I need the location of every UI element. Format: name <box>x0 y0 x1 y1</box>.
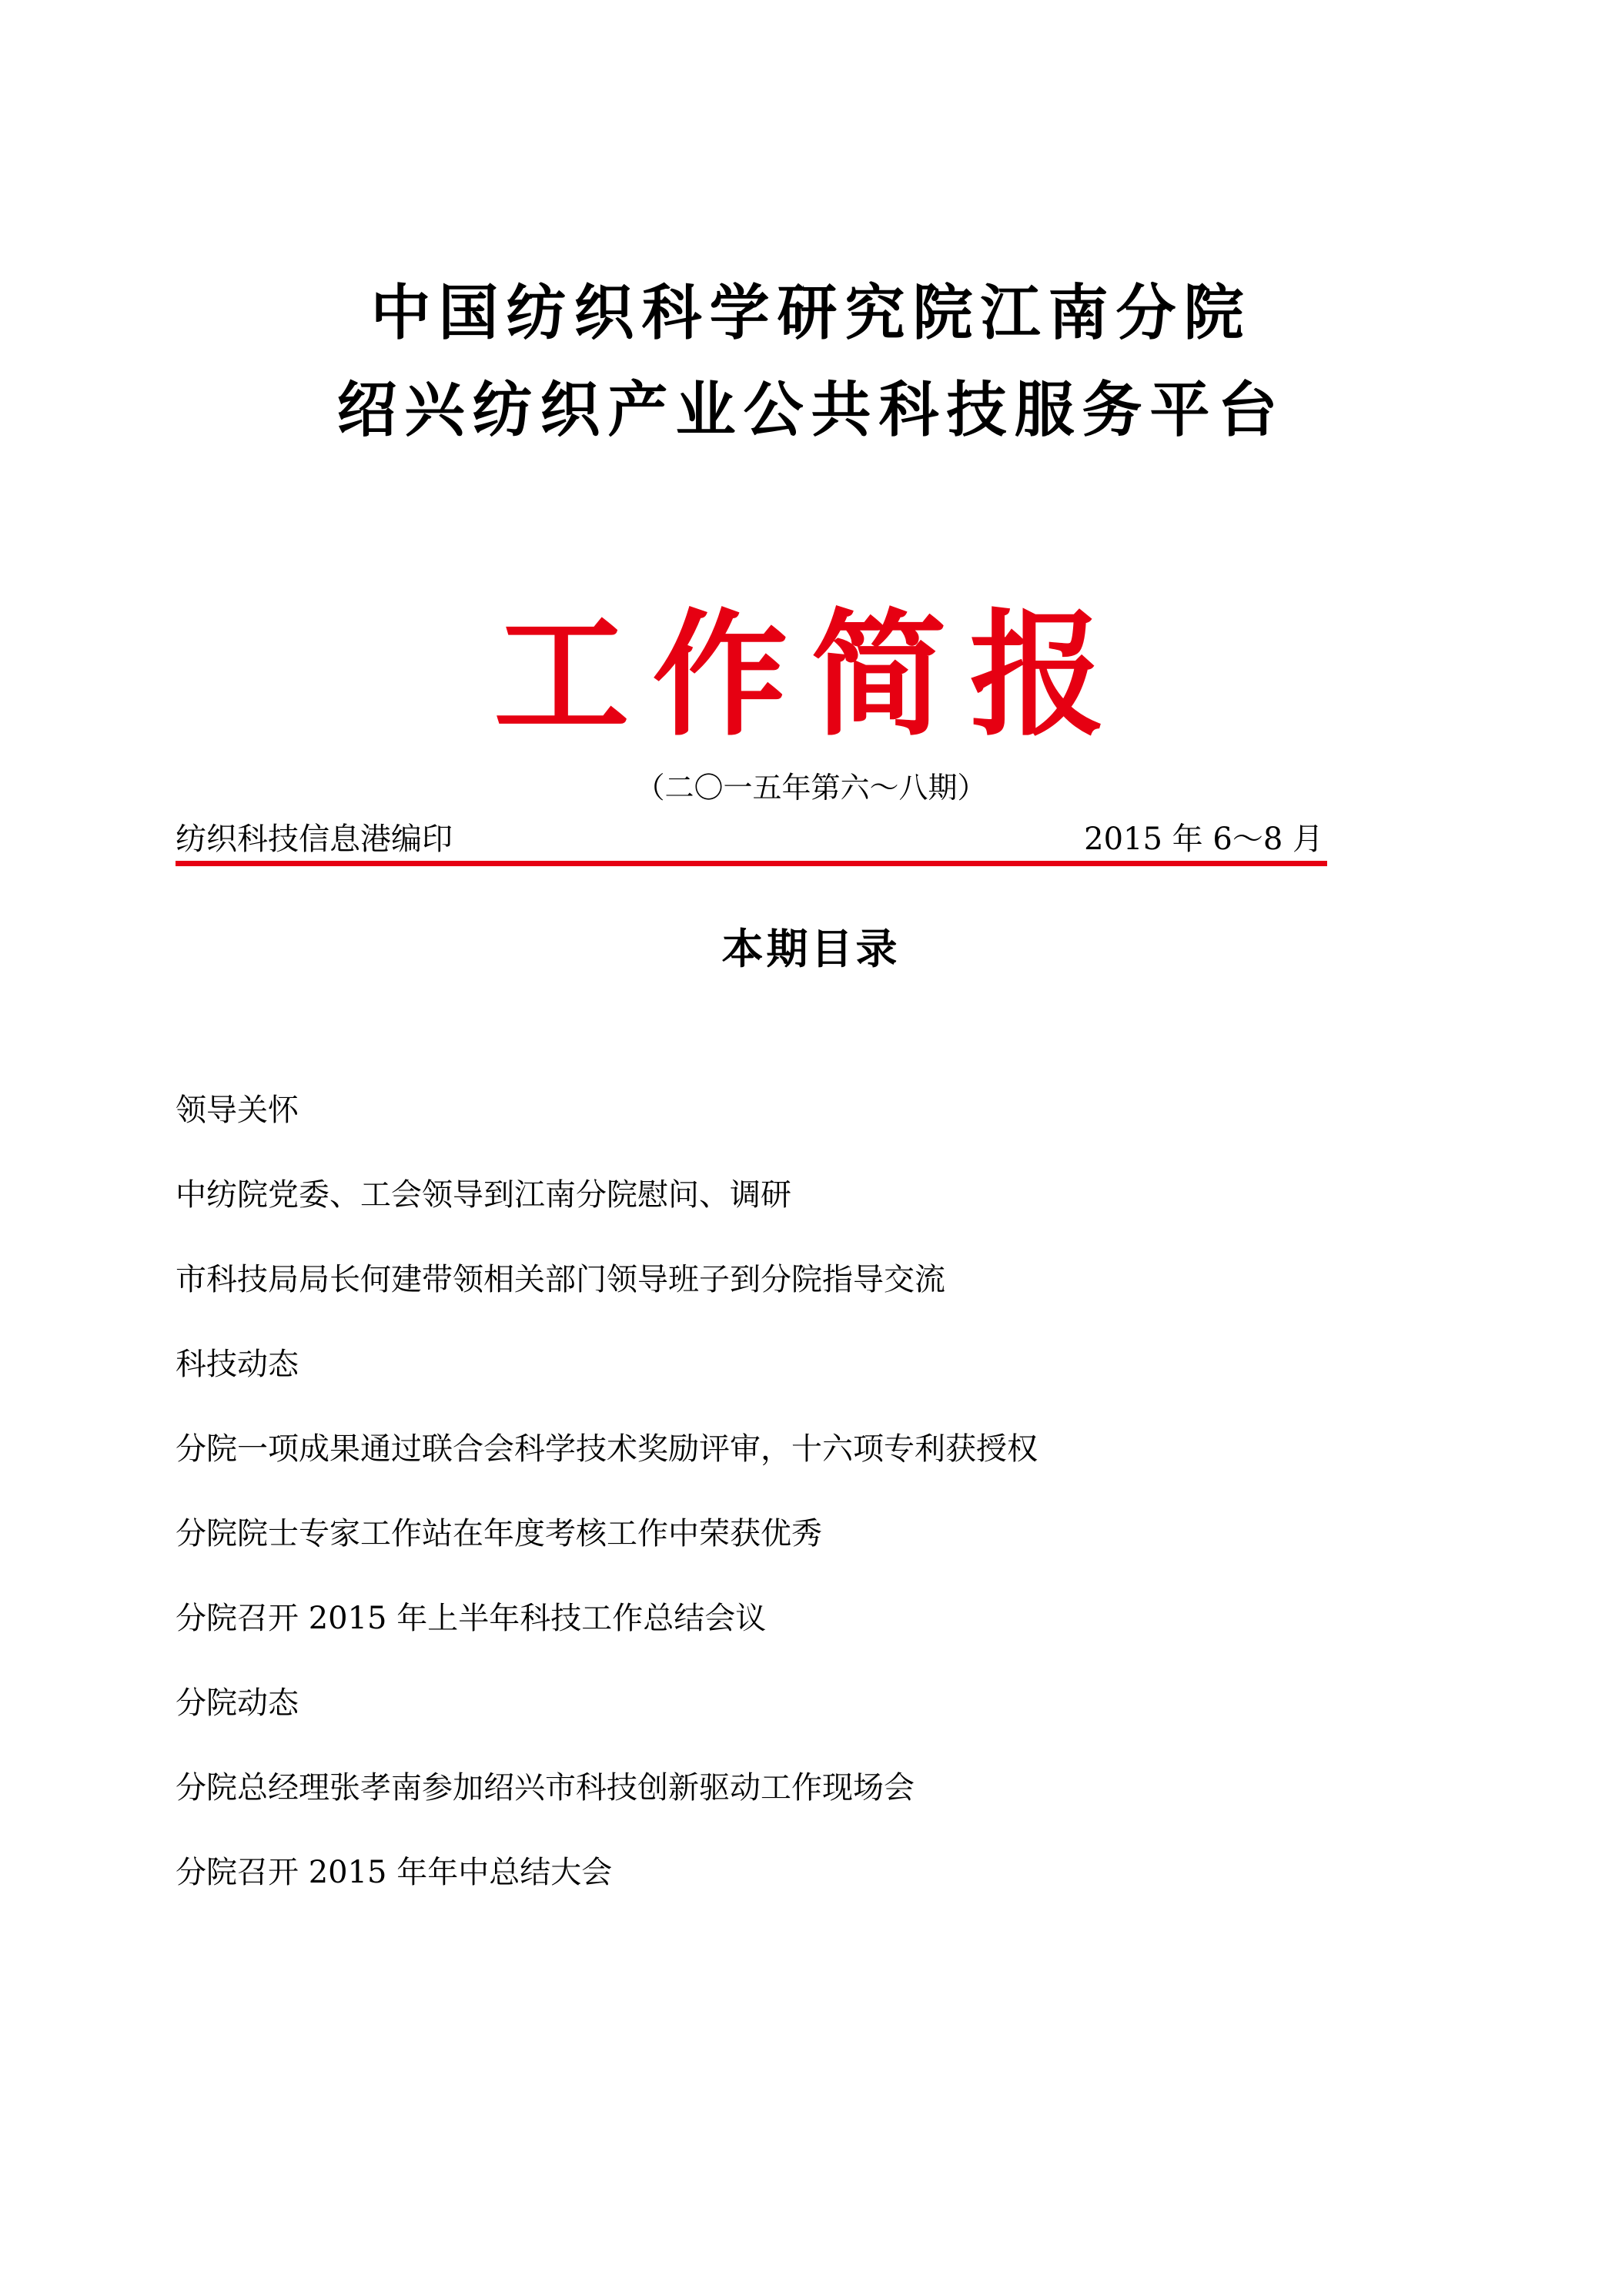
organization-name-line-1: 中国纺织科学研究院江南分院 <box>370 278 1252 348</box>
toc-item[interactable]: 分院总经理张孝南参加绍兴市科技创新驱动工作现场会 <box>176 1770 915 1806</box>
organization-name-line-2: 绍兴纺织产业公共科技服务平台 <box>336 375 1286 445</box>
masthead-divider <box>176 861 1327 866</box>
bulletin-title: 工作简报 <box>493 597 1129 755</box>
toc-item[interactable]: 分院召开 2015 年上半年科技工作总结会议 <box>176 1601 767 1636</box>
toc-item[interactable]: 市科技局局长何建带领相关部门领导班子到分院指导交流 <box>176 1262 945 1297</box>
toc-item[interactable]: 分院一项成果通过联合会科学技术奖励评审，十六项专利获授权 <box>176 1431 1038 1467</box>
toc-section-heading: 领导关怀 <box>176 1093 299 1128</box>
toc-section-heading: 科技动态 <box>176 1347 299 1382</box>
publisher-label: 纺织科技信息港编印 <box>176 822 453 857</box>
issue-date: 2015 年 6～8 月 <box>1084 822 1323 857</box>
issue-number: （二〇一五年第六～八期） <box>635 771 987 805</box>
table-of-contents <box>176 1095 1484 1942</box>
toc-item[interactable]: 中纺院党委、工会领导到江南分院慰问、调研 <box>176 1177 791 1213</box>
toc-item[interactable]: 分院院士专家工作站在年度考核工作中荣获优秀 <box>176 1516 822 1551</box>
toc-item[interactable]: 分院召开 2015 年年中总结大会 <box>176 1855 613 1890</box>
table-of-contents-title: 本期目录 <box>721 925 901 973</box>
toc-section-heading: 分院动态 <box>176 1685 299 1721</box>
